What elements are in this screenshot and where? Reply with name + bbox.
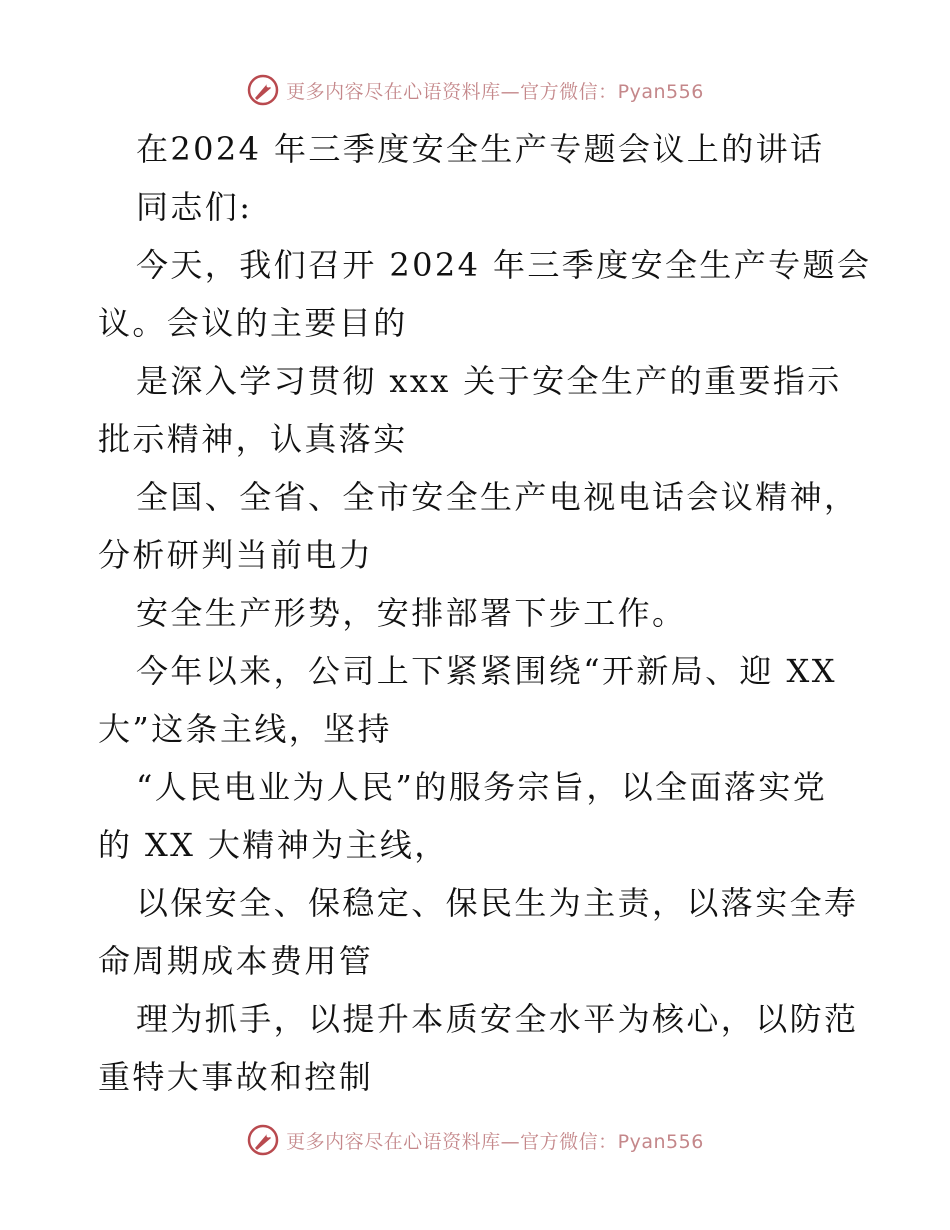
doc-line-3: 今天，我们召开 2024 年三季度安全生产专题会 <box>136 246 872 284</box>
header-watermark <box>0 70 950 110</box>
doc-line-11: 大”这条主线，坚持 <box>98 710 392 748</box>
doc-line-16: 理为抓手，以提升本质安全水平为核心，以防范 <box>136 1000 859 1038</box>
doc-line-13: 的 XX 大精神为主线， <box>98 826 449 864</box>
doc-line-6: 批示精神，认真落实 <box>98 420 408 458</box>
footer-watermark <box>0 1120 950 1160</box>
doc-line-9: 安全生产形势，安排部署下步工作。 <box>136 594 687 632</box>
doc-line-12: “人民电业为人民”的服务宗旨，以全面落实党 <box>136 768 828 806</box>
doc-line-2: 同志们: <box>136 188 253 226</box>
doc-line-8: 分析研判当前电力 <box>98 536 374 574</box>
watermark-text: 更多内容尽在心语资料库—官方微信：Pyan556 <box>286 1130 704 1153</box>
pen-nib-logo-icon <box>246 73 280 107</box>
doc-line-10: 今年以来，公司上下紧紧围绕“开新局、迎 XX <box>136 652 837 690</box>
document-body <box>98 120 872 1106</box>
doc-line-1: 在2024 年三季度安全生产专题会议上的讲话 <box>136 130 825 168</box>
pen-nib-logo-icon <box>246 1123 280 1157</box>
watermark-text: 更多内容尽在心语资料库—官方微信：Pyan556 <box>286 80 704 103</box>
doc-line-15: 命周期成本费用管 <box>98 942 374 980</box>
doc-line-4: 议。会议的主要目的 <box>98 304 408 342</box>
doc-line-17: 重特大事故和控制 <box>98 1058 374 1096</box>
doc-line-14: 以保安全、保稳定、保民生为主责，以落实全寿 <box>136 884 859 922</box>
doc-line-5: 是深入学习贯彻 xxx 关于安全生产的重要指示 <box>136 362 842 400</box>
doc-line-7: 全国、全省、全市安全生产电视电话会议精神， <box>136 478 859 516</box>
